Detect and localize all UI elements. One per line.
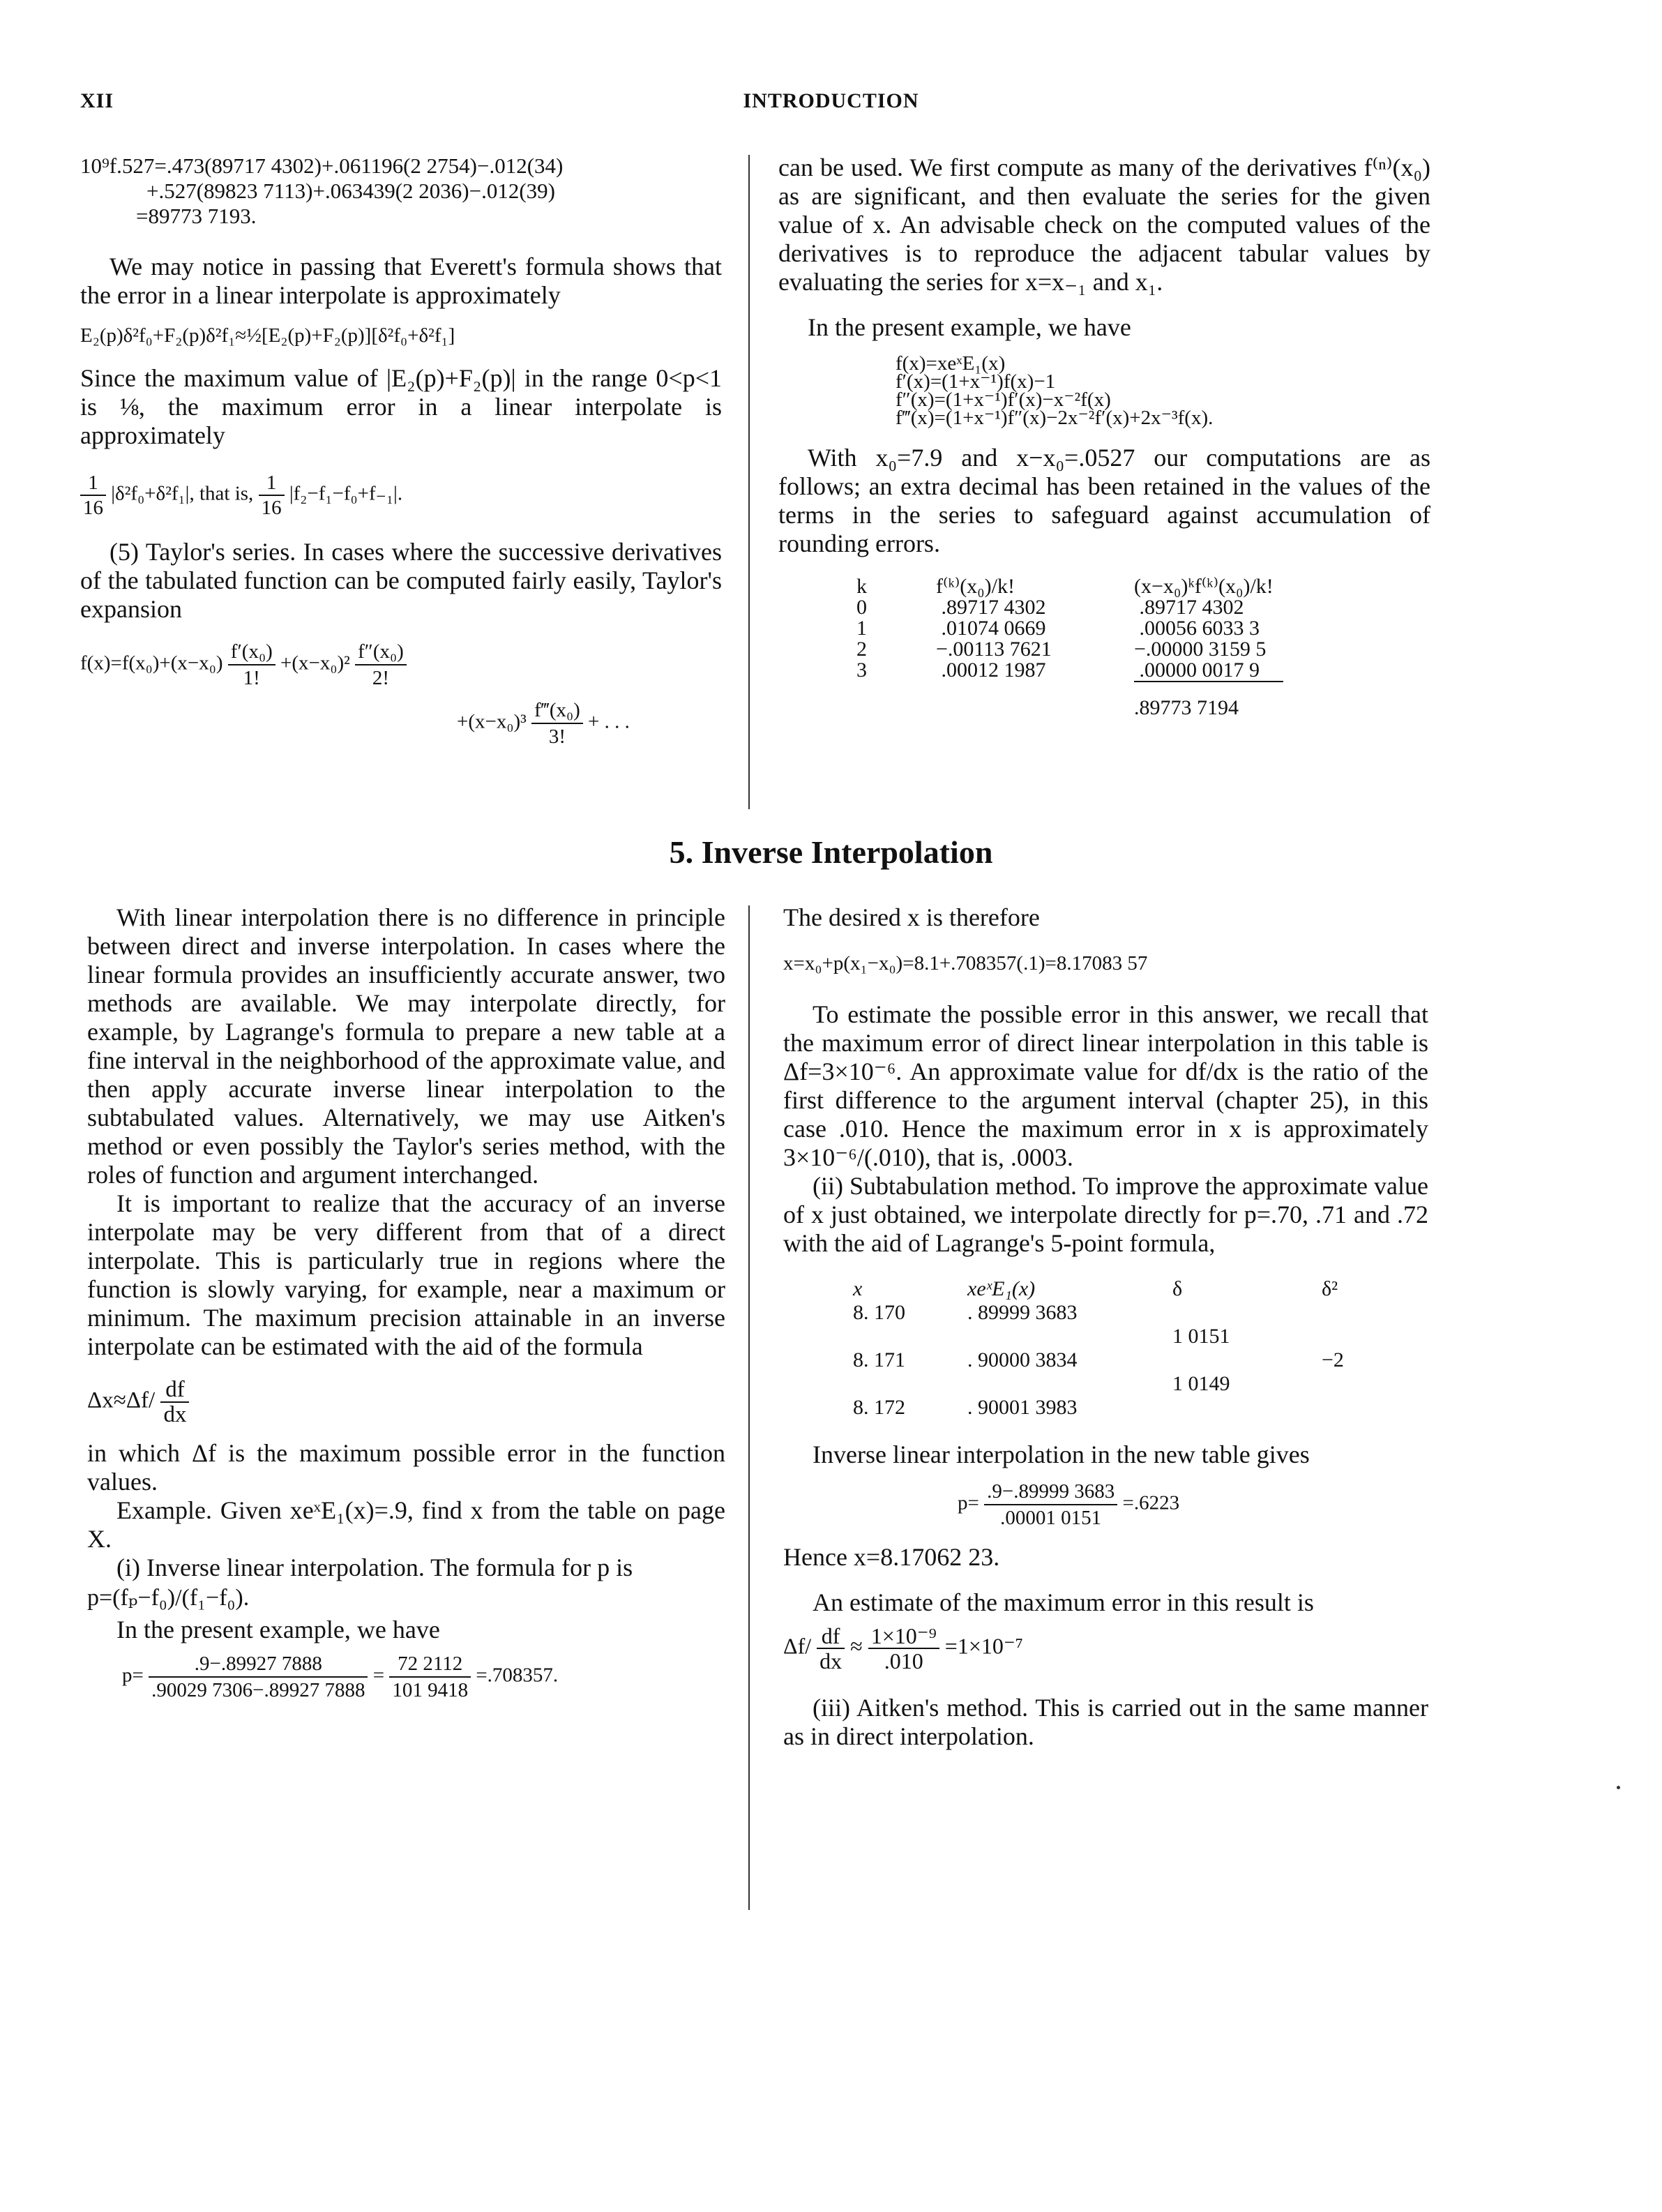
table-row: 8. 172 . 90001 3983 xyxy=(853,1396,1078,1419)
paragraph: Since the maximum value of |E₂(p)+F₂(p)| in the range 0<p<1 is ⅛, the maximum error in a linear interpolate is approximately xyxy=(80,364,722,449)
max-error-estimate: Δf/ $\frac{df}{dx}$ ≈ $\frac{\text{1×10⁻⁹}}{.010}$ =1×10⁻⁷ xyxy=(783,1623,1023,1673)
paragraph: (iii) Aitken's method. This is carried out in the same manner as in direct interpolation. xyxy=(783,1694,1428,1750)
fraction: $\frac{72 2112}{101 9418}$ xyxy=(389,1651,471,1703)
table-row: 1 .01074 0669 .00056 6033 3 xyxy=(856,617,1260,640)
paragraph: Example. Given xeˣE₁(x)=.9, find x from the table on page X. xyxy=(87,1496,725,1553)
table-sum-row: .89773 7194 xyxy=(856,682,1283,718)
fraction: $\frac{.9-.89927 7888}{.90029 7306-.89927 7888}$ xyxy=(149,1651,368,1703)
max-error-equation: $\frac{1}{16}$ |δ²f₀+δ²f₁|, that is, $\frac{1}{16}$ |f₂−f₁−f₀+f₋₁|. xyxy=(80,471,722,520)
subtabulation-table xyxy=(853,1277,1354,1420)
running-title: INTRODUCTION xyxy=(743,89,919,112)
fraction: $\frac{\text{1×10⁻⁹}}{.010}$ xyxy=(868,1624,939,1673)
table-row: 3 .00012 1987 .00000 0017 9 xyxy=(856,659,1260,682)
table-row: 8. 170 . 89999 3683 xyxy=(853,1301,1078,1324)
paragraph: To estimate the possible error in this answer, we recall that the maximum error of direct linear interpolation in this table is Δf=3×10⁻⁶. An approximate value for df/dx is the ratio of the first difference to the argument interval (chapter 25), in this case .010. Hence the maximum error in x is approximately 3×10⁻⁶/(.010), that is, .0003. xyxy=(783,1000,1428,1171)
page-number: XII xyxy=(80,89,114,112)
paragraph: (5) Taylor's series. In cases where the successive derivatives of the tabulated function can be computed fairly easily, Taylor's expansion xyxy=(80,538,722,623)
taylor-table xyxy=(856,576,1283,718)
top-left-column xyxy=(80,153,722,749)
paragraph: An estimate of the maximum error in this result is xyxy=(813,1588,1314,1616)
paragraph: With x₀=7.9 and x−x₀=.0527 our computations are as follows; an extra decimal has been retained in the values of the terms in the series to safeguard against accumulation of rounding errors. xyxy=(778,444,1430,557)
precision-formula: Δx≈Δf/ $\frac{df}{dx}$ xyxy=(87,1378,725,1427)
x-result-equation: x=x₀+p(x₁−x₀)=8.1+.708357(.1)=8.17083 57 xyxy=(783,952,1148,975)
paragraph: (i) Inverse linear interpolation. The formula for p is xyxy=(116,1553,633,1581)
derivative-eq: f′(x)=(1+x⁻¹)f(x)−1 xyxy=(896,370,1056,393)
fraction: $\frac{df}{dx}$ xyxy=(160,1378,189,1427)
paragraph: With linear interpolation there is no difference in principle between direct and inverse interpolation. In cases where the linear formula provides an insufficiently accurate answer, two methods are available. We may interpolate directly, for example, by Lagrange's formula to prepare a new table at a fine interval in the neighborhood of the approximate value, and then apply accurate inverse linear interpolation to the subtabulated values. Alternatively, we may use Aitken's method or even possibly the Taylor's series method, with the roles of function and argument interchanged. xyxy=(87,903,725,1189)
everett-eq-line1: 10⁹f.527=.473(89717 4302)+.061196(2 2754)−.012(34) xyxy=(80,153,564,178)
section-title: 5. Inverse Interpolation xyxy=(669,834,993,870)
column-divider xyxy=(748,155,750,809)
taylor-expansion-line1: f(x)=f(x₀)+(x−x₀) $\frac{\text{f′(x₀)}}{1!}$ +(x−x₀)² $\frac{\text{f″(x₀)}}{2!}$ xyxy=(80,639,722,691)
taylor-expansion-line2: +(x−x₀)³ $\frac{\text{f‴(x₀)}}{3!}$ + . . . xyxy=(457,699,630,748)
paragraph: In the present example, we have xyxy=(808,313,1131,341)
p-new-computation: p= $\frac{.9-.89999 3683}{.00001 0151}$ =.6223 xyxy=(958,1480,1180,1529)
everett-eq-line3: =89773 7193. xyxy=(136,204,257,228)
paragraph: Hence x=8.17062 23. xyxy=(783,1543,1000,1571)
fraction: $\frac{1}{16}$ xyxy=(259,471,285,520)
p-formula: p=(fₚ−f₀)/(f₁−f₀). xyxy=(87,1585,250,1611)
derivative-eq: f‴(x)=(1+x⁻¹)f″(x)−2x⁻²f′(x)+2x⁻³f(x). xyxy=(896,407,1214,429)
column-divider xyxy=(748,905,750,1910)
everett-eq-line2: +.527(89823 7113)+.063439(2 2036)−.012(39) xyxy=(146,179,555,203)
bottom-left-column xyxy=(87,903,725,1703)
fraction: $\frac{\text{f″(x₀)}}{2!}$ xyxy=(355,639,407,691)
table-header-row: x xeˣE₁(x) δ δ² xyxy=(853,1277,1338,1300)
scan-speck xyxy=(1617,1786,1620,1789)
bottom-right-column xyxy=(783,903,1428,1751)
error-equation: E₂(p)δ²f₀+F₂(p)δ²f₁≈½[E₂(p)+F₂(p)][δ²f₀+δ²f₁] xyxy=(80,324,455,347)
derivative-eq: f″(x)=(1+x⁻¹)f′(x)−x⁻²f(x) xyxy=(896,389,1111,411)
p-computation: p= $\frac{.9-.89927 7888}{.90029 7306-.89927 7888}$ = $\frac{72 2112}{101 9418}$ =.708357. xyxy=(122,1653,559,1701)
derivative-list xyxy=(896,354,1430,427)
fraction: $\frac{.9-.89999 3683}{.00001 0151}$ xyxy=(984,1479,1117,1530)
paragraph: It is important to realize that the accuracy of an inverse interpolate may be very different from that of a direct interpolate. This is particularly true in regions where the function is slowly varying, for example, near a maximum or minimum. The maximum precision attainable in an inverse interpolate can be estimated with the aid of the formula xyxy=(87,1189,725,1360)
table-row: 1 0151 xyxy=(1172,1325,1230,1348)
paragraph: (ii) Subtabulation method. To improve the approximate value of x just obtained, we interpolate directly for p=.70, .71 and .72 with the aid of Lagrange's 5-point formula, xyxy=(783,1172,1428,1257)
top-right-column xyxy=(778,153,1430,718)
paragraph: The desired x is therefore xyxy=(783,903,1040,931)
fraction: $\frac{df}{dx}$ xyxy=(817,1624,845,1673)
paragraph: can be used. We first compute as many of the derivatives f⁽ⁿ⁾(x₀) as are significant, and then evaluate the series for the given value of x. An advisable check on the computed values of the derivatives is to reproduce the adjacent tabular values by evaluating the series for x=x₋₁ and x₁. xyxy=(778,153,1430,296)
fraction: $\frac{1}{16}$ xyxy=(80,471,106,520)
table-row: 8. 171 . 90000 3834 −2 xyxy=(853,1348,1344,1371)
table-header-row: k f⁽ᵏ⁾(x₀)/k! (x−x₀)ᵏf⁽ᵏ⁾(x₀)/k! xyxy=(856,575,1274,598)
table-row: 1 0149 xyxy=(1172,1372,1230,1395)
table-row: 0 .89717 4302 .89717 4302 xyxy=(856,596,1244,619)
table-row: 2 −.00113 7621 −.00000 3159 5 xyxy=(856,638,1267,661)
paragraph: In the present example, we have xyxy=(116,1616,440,1643)
derivative-eq: f(x)=xeˣE₁(x) xyxy=(896,352,1006,375)
fraction: $\frac{\text{f′(x₀)}}{1!}$ xyxy=(228,639,275,691)
fraction: $\frac{\text{f‴(x₀)}}{3!}$ xyxy=(531,698,583,749)
paragraph: Inverse linear interpolation in the new table gives xyxy=(813,1440,1310,1468)
paragraph: We may notice in passing that Everett's formula shows that the error in a linear interpolate is approximately xyxy=(80,253,722,309)
paragraph: in which Δf is the maximum possible error in the function values. xyxy=(87,1439,725,1496)
